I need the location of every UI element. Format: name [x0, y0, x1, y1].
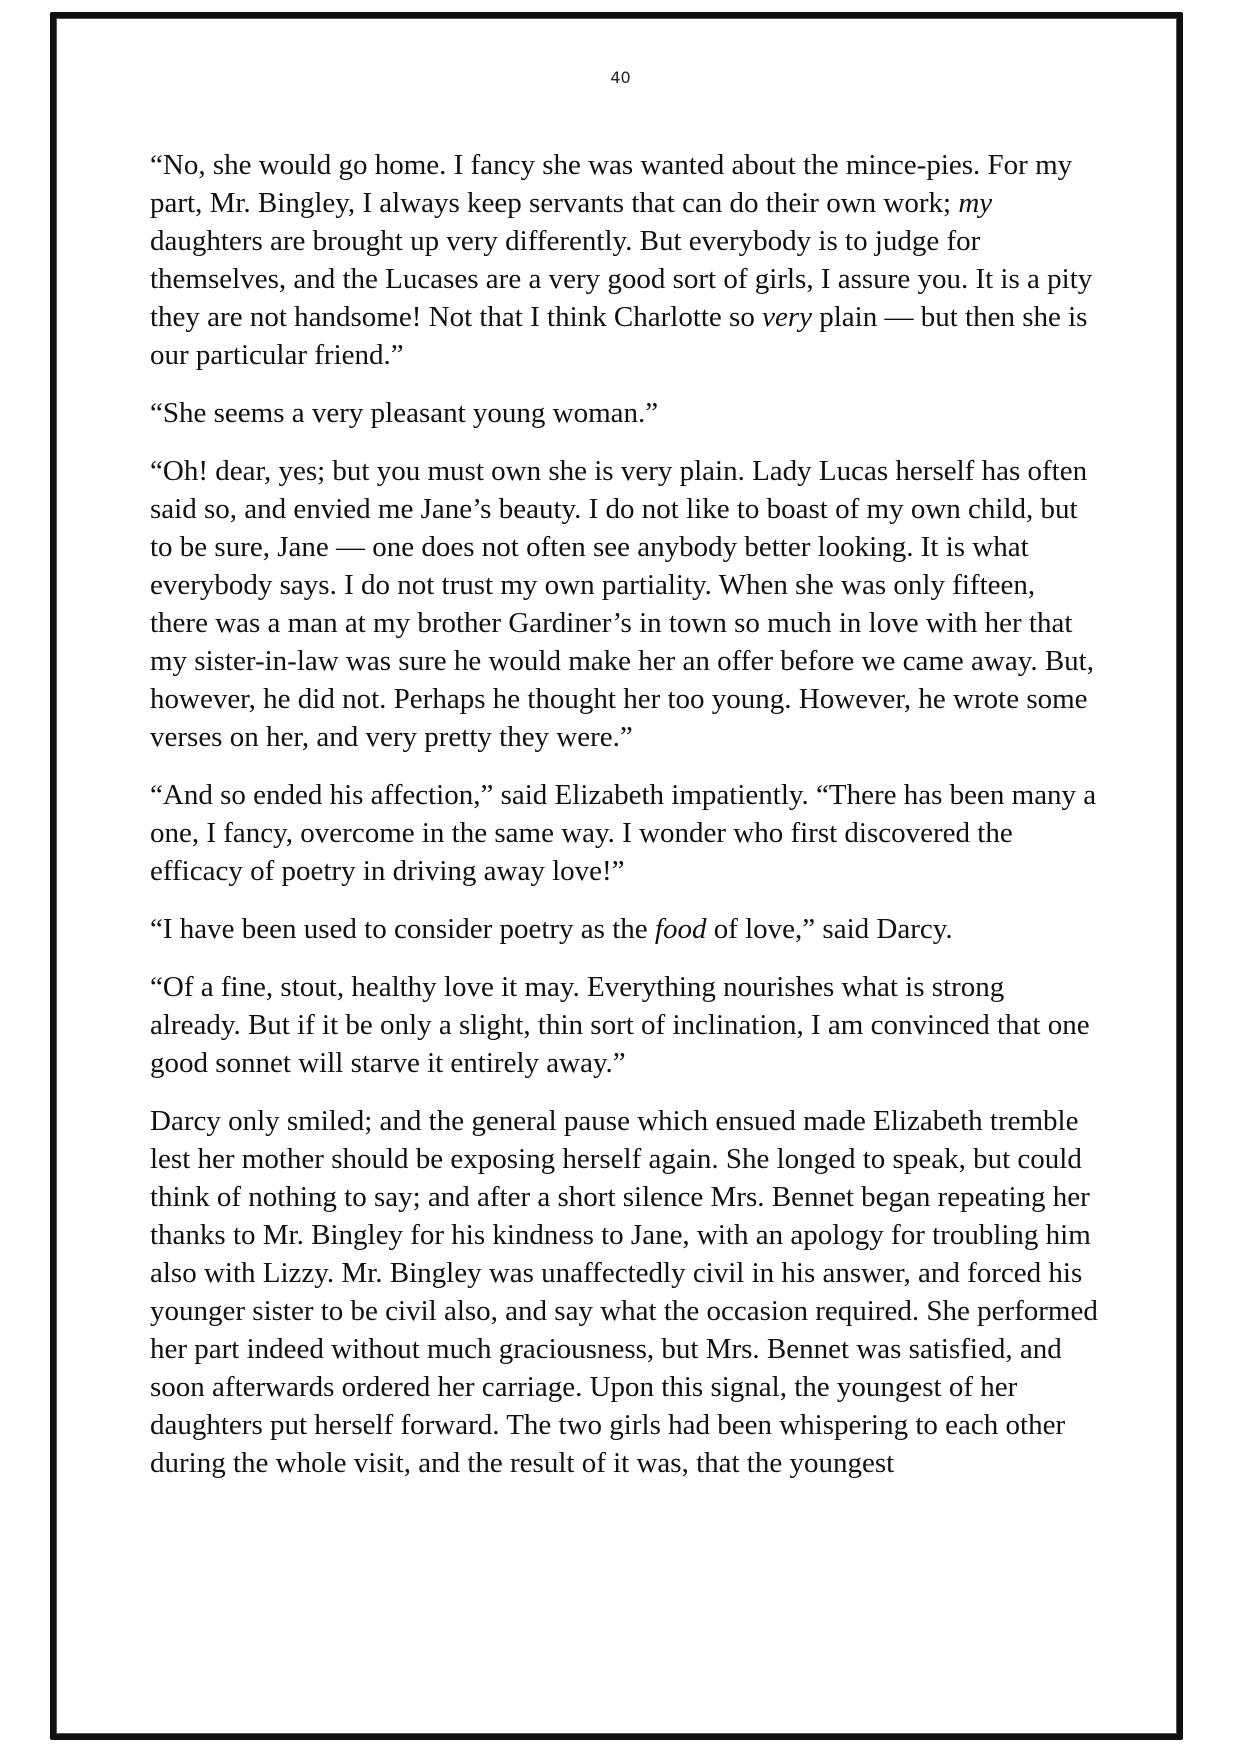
text-segment: “Oh! dear, yes; but you must own she is very plain. Lady Lucas herself has often said so, and envied me Jane’s beauty. I do not like to boast of my own child, but to be sure, Jane — one does not often see anybody better looking. It is what everybody says. I do not trust my own partiality. When she was only fifteen, there was a man at my brother Gardiner’s in town so much in love with her that my sister-in-law was sure he would make her an offer before we came away. But, however, he did not. Perhaps he thought her too young. However, he wrote some verses on her, and very pretty they were.” [150, 455, 1094, 753]
paragraph [150, 452, 1100, 756]
text-segment: Darcy only smiled; and the general pause which ensued made Elizabeth tremble lest her mother should be exposing herself again. She longed to speak, but could think of nothing to say; and after a short silence Mrs. Bennet began repeating her thanks to Mr. Bingley for his kindness to Jane, with an apology for troubling him also with Lizzy. Mr. Bingley was unaffectedly civil in his answer, and forced his younger sister to be civil also, and say what the occasion required. She performed her part indeed without much graciousness, but Mrs. Bennet was satisfied, and soon afterwards ordered her carriage. Upon this signal, the youngest of her daughters put herself forward. The two girls had been whispering to each other during the whole visit, and the result of it was, that the youngest [150, 1105, 1098, 1479]
text-segment: of love,” said Darcy. [706, 913, 953, 945]
text-segment: “And so ended his affection,” said Elizabeth impatiently. “There has been many a one, I fancy, overcome in the same way. I wonder who first discovered the efficacy of poetry in driving away love!” [150, 779, 1097, 887]
italic-text: my [958, 187, 993, 219]
paragraph [150, 146, 1100, 374]
paragraph [150, 394, 1100, 432]
paragraph [150, 968, 1100, 1082]
text-segment: “No, she would go home. I fancy she was wanted about the mince-pies. For my part, Mr. Bingley, I always keep servants that can do their own work; [150, 149, 1073, 219]
paragraph [150, 1102, 1100, 1482]
body-text [150, 146, 1100, 1502]
text-segment: “Of a fine, stout, healthy love it may. Everything nourishes what is strong already. But if it be only a slight, thin sort of inclination, I am convinced that one good sonnet will starve it entirely away.” [150, 971, 1090, 1079]
text-segment: “She seems a very pleasant young woman.” [150, 397, 659, 429]
page-number: 40 [610, 68, 631, 87]
italic-text: very [762, 301, 812, 333]
paragraph [150, 910, 1100, 948]
italic-text: food [654, 913, 707, 945]
text-segment: plain — but then she is our particular friend.” [150, 301, 1088, 371]
text-segment: daughters are brought up very differently. But everybody is to judge for themselves, and the Lucases are a very good sort of girls, I assure you. It is a pity they are not handsome! Not that I think Charlotte so [150, 225, 1093, 333]
paragraph [150, 776, 1100, 890]
text-segment: “I have been used to consider poetry as the [150, 913, 655, 945]
